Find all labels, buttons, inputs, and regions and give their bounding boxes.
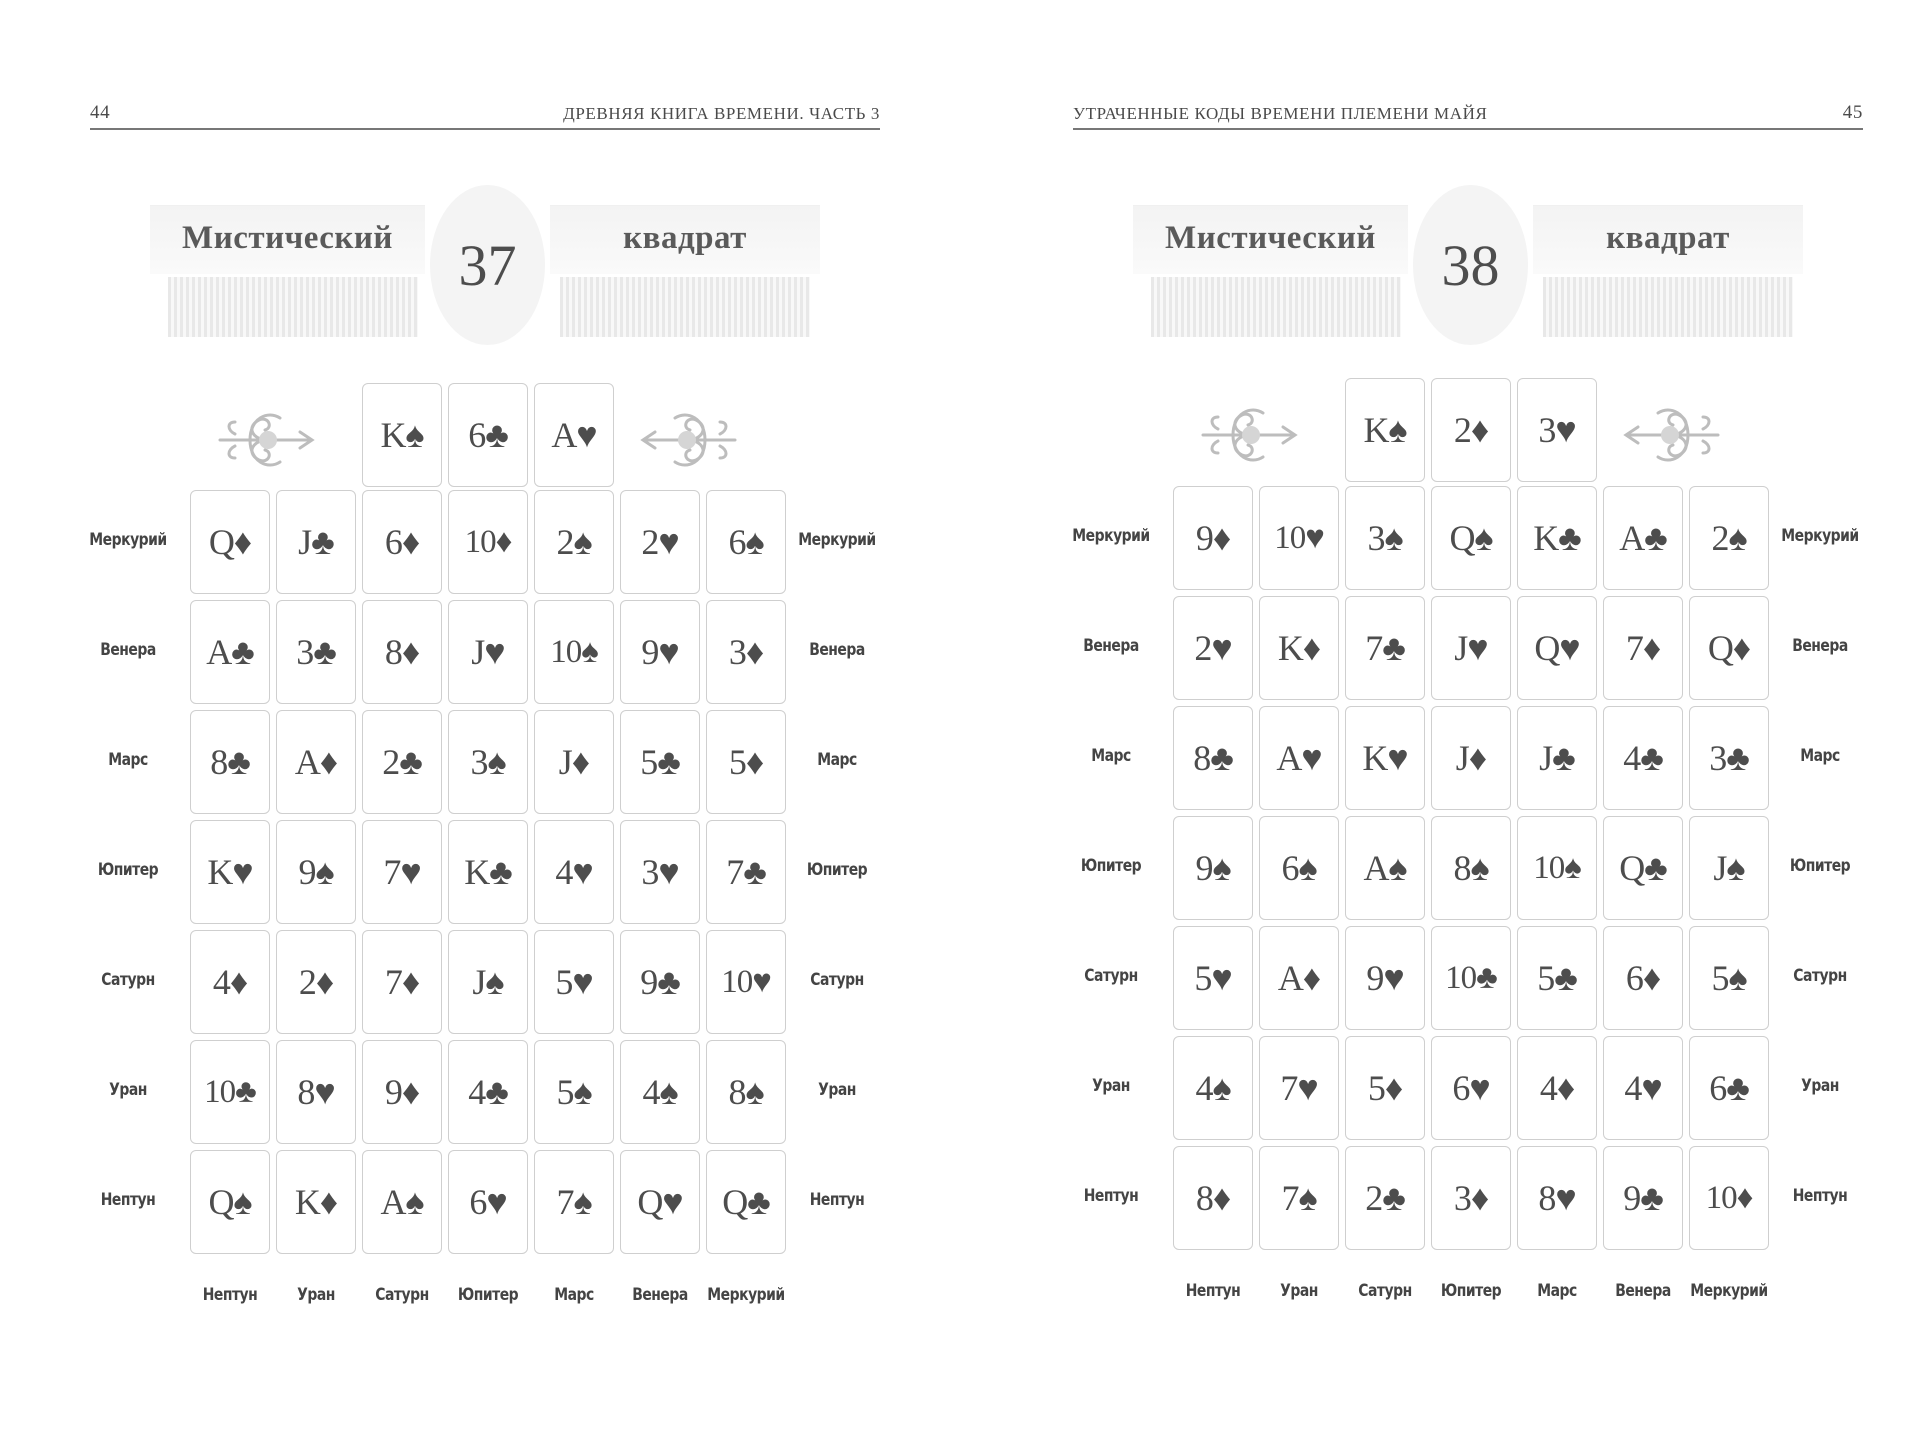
grid-card: 8♥	[1517, 1146, 1597, 1250]
grid-card: 7♦	[1603, 596, 1683, 700]
row-label-left: Венера	[100, 640, 156, 660]
grid-card: 2♣	[362, 710, 442, 814]
grid-card: 3♣	[276, 600, 356, 704]
column-label: Меркурий	[707, 1285, 785, 1305]
grid-card: 8♦	[1173, 1146, 1253, 1250]
grid-card: J♥	[1431, 596, 1511, 700]
grid-card: 10♣	[1431, 926, 1511, 1030]
grid-card: 3♦	[706, 600, 786, 704]
column-label: Уран	[1280, 1281, 1318, 1301]
page-header	[1073, 100, 1863, 130]
grid-card: 6♥	[1431, 1036, 1511, 1140]
grid-card: 8♠	[1431, 816, 1511, 920]
column-label: Марс	[1537, 1281, 1577, 1301]
row-label-right: Нептун	[1792, 1186, 1848, 1206]
grid-card: 5♣	[1517, 926, 1597, 1030]
grid-card: 9♦	[362, 1040, 442, 1144]
grid-card: 7♣	[706, 820, 786, 924]
grid-card: 5♠	[534, 1040, 614, 1144]
running-title: УТРАЧЕННЫЕ КОДЫ ВРЕМЕНИ ПЛЕМЕНИ МАЙЯ	[1073, 104, 1488, 123]
grid-card: 6♠	[1259, 816, 1339, 920]
column-label: Венера	[632, 1285, 688, 1305]
banner-ribbon-left	[150, 205, 425, 274]
grid-card: 7♦	[362, 930, 442, 1034]
grid-card: 5♥	[1173, 926, 1253, 1030]
column-label: Сатурн	[375, 1285, 429, 1305]
grid-card: 10♦	[1689, 1146, 1769, 1250]
grid-card: A♦	[1259, 926, 1339, 1030]
grid-card: 7♠	[1259, 1146, 1339, 1250]
grid-card: K♣	[448, 820, 528, 924]
grid-card: A♦	[276, 710, 356, 814]
grid-card: K♣	[1517, 486, 1597, 590]
grid-card: 9♠	[276, 820, 356, 924]
column-label: Юпитер	[457, 1285, 519, 1305]
grid-card: 9♠	[1173, 816, 1253, 920]
top-card: K♠	[362, 383, 442, 487]
grid-card: Q♣	[706, 1150, 786, 1254]
grid-card: 5♥	[534, 930, 614, 1034]
grid-card: 2♠	[1689, 486, 1769, 590]
column-label: Уран	[297, 1285, 335, 1305]
grid-card: 7♣	[1345, 596, 1425, 700]
scroll-ornament-right-icon	[1618, 395, 1728, 475]
grid-card: 10♦	[448, 490, 528, 594]
grid-card: Q♦	[190, 490, 270, 594]
row-label-right: Сатурн	[1793, 966, 1847, 986]
top-card: 3♥	[1517, 378, 1597, 482]
grid-card: J♠	[1689, 816, 1769, 920]
banner-fringe-left	[1151, 277, 1401, 337]
grid-card: K♥	[1345, 706, 1425, 810]
grid-card: J♣	[1517, 706, 1597, 810]
grid-card: 4♣	[448, 1040, 528, 1144]
grid-card: 6♥	[448, 1150, 528, 1254]
scroll-ornament-left-icon	[210, 400, 320, 480]
grid-card: 8♣	[190, 710, 270, 814]
top-card: 6♣	[448, 383, 528, 487]
grid-card: A♠	[362, 1150, 442, 1254]
grid-card: 2♣	[1345, 1146, 1425, 1250]
grid-card: 3♣	[1689, 706, 1769, 810]
banner-fringe-right	[1543, 277, 1793, 337]
grid-card: 2♥	[620, 490, 700, 594]
grid-card: 4♥	[1603, 1036, 1683, 1140]
grid-card: J♦	[534, 710, 614, 814]
grid-card: 6♦	[1603, 926, 1683, 1030]
grid-card: 9♣	[620, 930, 700, 1034]
grid-card: 6♦	[362, 490, 442, 594]
grid-card: 7♥	[1259, 1036, 1339, 1140]
row-label-right: Венера	[809, 640, 865, 660]
banner-fringe-left	[168, 277, 418, 337]
page-header	[90, 100, 880, 130]
scroll-ornament-left-icon	[1193, 395, 1303, 475]
square-banner	[150, 185, 830, 355]
top-card: A♥	[534, 383, 614, 487]
row-label-left: Нептун	[1083, 1186, 1139, 1206]
grid-card: 4♦	[190, 930, 270, 1034]
grid-card: A♠	[1345, 816, 1425, 920]
row-label-right: Марс	[817, 750, 857, 770]
row-label-left: Уран	[1092, 1076, 1130, 1096]
banner-word-left: Мистический	[182, 220, 393, 256]
grid-card: 4♥	[534, 820, 614, 924]
grid-card: A♥	[1259, 706, 1339, 810]
row-label-right: Уран	[818, 1080, 856, 1100]
column-label: Меркурий	[1690, 1281, 1768, 1301]
grid-card: 4♣	[1603, 706, 1683, 810]
grid-card: Q♥	[1517, 596, 1597, 700]
grid-card: Q♠	[1431, 486, 1511, 590]
row-label-left: Сатурн	[1084, 966, 1138, 986]
grid-card: 2♦	[276, 930, 356, 1034]
grid-card: 4♠	[620, 1040, 700, 1144]
grid-card: 6♣	[1689, 1036, 1769, 1140]
grid-card: 10♠	[534, 600, 614, 704]
running-title: ДРЕВНЯЯ КНИГА ВРЕМЕНИ. ЧАСТЬ 3	[563, 104, 880, 123]
grid-card: 7♥	[362, 820, 442, 924]
banner-ribbon-right	[550, 205, 820, 274]
scroll-ornament-right-icon	[635, 400, 745, 480]
page-number: 45	[1842, 102, 1863, 123]
row-label-right: Юпитер	[806, 860, 868, 880]
right-page	[1073, 0, 1873, 1449]
row-label-left: Меркурий	[1072, 526, 1150, 546]
grid-card: 9♥	[620, 600, 700, 704]
grid-card: 5♣	[620, 710, 700, 814]
row-label-left: Юпитер	[1080, 856, 1142, 876]
grid-card: 10♠	[1517, 816, 1597, 920]
grid-card: 3♥	[620, 820, 700, 924]
row-label-right: Уран	[1801, 1076, 1839, 1096]
grid-card: 8♠	[706, 1040, 786, 1144]
grid-card: K♦	[1259, 596, 1339, 700]
grid-card: 8♣	[1173, 706, 1253, 810]
row-label-right: Нептун	[809, 1190, 865, 1210]
grid-card: 3♠	[448, 710, 528, 814]
row-label-left: Венера	[1083, 636, 1139, 656]
grid-card: 3♠	[1345, 486, 1425, 590]
grid-card: 9♦	[1173, 486, 1253, 590]
banner-word-left: Мистический	[1165, 220, 1376, 256]
banner-ribbon-left	[1133, 205, 1408, 274]
grid-card: J♦	[1431, 706, 1511, 810]
banner-word-right: квадрат	[623, 220, 747, 256]
grid-card: Q♥	[620, 1150, 700, 1254]
grid-card: 9♥	[1345, 926, 1425, 1030]
banner-word-right: квадрат	[1606, 220, 1730, 256]
grid-card: Q♦	[1689, 596, 1769, 700]
grid-card: 6♠	[706, 490, 786, 594]
grid-card: 4♦	[1517, 1036, 1597, 1140]
row-label-right: Марс	[1800, 746, 1840, 766]
grid-card: 4♠	[1173, 1036, 1253, 1140]
grid-card: J♣	[276, 490, 356, 594]
grid-card: K♥	[190, 820, 270, 924]
grid-card: K♦	[276, 1150, 356, 1254]
row-label-left: Юпитер	[97, 860, 159, 880]
grid-card: A♣	[190, 600, 270, 704]
top-card: 2♦	[1431, 378, 1511, 482]
grid-card: 8♦	[362, 600, 442, 704]
column-label: Нептун	[202, 1285, 258, 1305]
grid-card: 2♠	[534, 490, 614, 594]
row-label-right: Сатурн	[810, 970, 864, 990]
grid-card: 9♣	[1603, 1146, 1683, 1250]
grid-card: 5♦	[1345, 1036, 1425, 1140]
column-label: Сатурн	[1358, 1281, 1412, 1301]
grid-card: 8♥	[276, 1040, 356, 1144]
grid-card: 2♥	[1173, 596, 1253, 700]
left-page	[90, 0, 890, 1449]
column-label: Марс	[554, 1285, 594, 1305]
grid-card: 7♠	[534, 1150, 614, 1254]
row-label-left: Нептун	[100, 1190, 156, 1210]
grid-card: 10♣	[190, 1040, 270, 1144]
grid-card: 3♦	[1431, 1146, 1511, 1250]
grid-card: Q♠	[190, 1150, 270, 1254]
row-label-right: Венера	[1792, 636, 1848, 656]
grid-card: 5♠	[1689, 926, 1769, 1030]
column-label: Венера	[1615, 1281, 1671, 1301]
square-banner	[1133, 185, 1813, 355]
row-label-left: Уран	[109, 1080, 147, 1100]
grid-card: 10♥	[1259, 486, 1339, 590]
row-label-left: Марс	[108, 750, 148, 770]
page-number: 44	[90, 102, 111, 123]
square-number: 37	[430, 185, 545, 345]
row-label-right: Юпитер	[1789, 856, 1851, 876]
grid-card: 10♥	[706, 930, 786, 1034]
row-label-left: Сатурн	[101, 970, 155, 990]
banner-ribbon-right	[1533, 205, 1803, 274]
row-label-left: Меркурий	[89, 530, 167, 550]
row-label-left: Марс	[1091, 746, 1131, 766]
row-label-right: Меркурий	[1781, 526, 1859, 546]
banner-fringe-right	[560, 277, 810, 337]
top-card: K♠	[1345, 378, 1425, 482]
grid-card: Q♣	[1603, 816, 1683, 920]
square-number: 38	[1413, 185, 1528, 345]
column-label: Юпитер	[1440, 1281, 1502, 1301]
grid-card: J♥	[448, 600, 528, 704]
column-label: Нептун	[1185, 1281, 1241, 1301]
row-label-right: Меркурий	[798, 530, 876, 550]
grid-card: 5♦	[706, 710, 786, 814]
grid-card: A♣	[1603, 486, 1683, 590]
grid-card: J♠	[448, 930, 528, 1034]
